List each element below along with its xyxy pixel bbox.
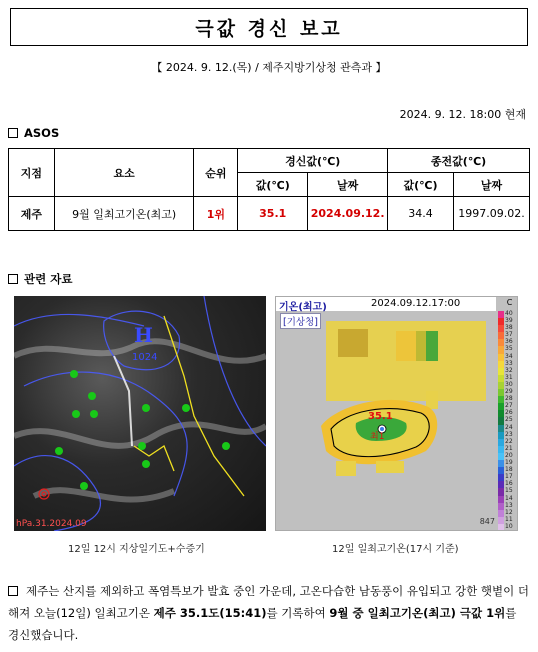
temp-scale-label: 21 — [505, 444, 513, 452]
temp-map-corner-label: 847 — [479, 517, 495, 526]
cell-station: 제주 — [9, 197, 55, 231]
temp-scale-swatch — [498, 311, 504, 318]
temp-scale-label: 34 — [505, 352, 513, 360]
temp-scale-swatch — [498, 503, 504, 510]
temp-scale-swatch — [498, 410, 504, 417]
header-new-val: 값(℃) — [238, 173, 308, 197]
report-timestamp: 2024. 9. 12. 18:00 현재 — [399, 108, 526, 121]
table-header-row — [9, 149, 530, 173]
temp-scale-swatch — [498, 446, 504, 453]
high-pressure-value: 1024 — [132, 352, 158, 363]
header-element: 요소 — [54, 149, 194, 197]
temp-scale-label: 31 — [505, 373, 513, 381]
header-prev-value: 종전값(℃) — [388, 149, 530, 173]
header-new-value: 경신값(℃) — [238, 149, 388, 173]
para-bold-2: 9월 중 일최고기온(최고) 극값 1위 — [329, 606, 506, 620]
satellite-map-graphic — [14, 296, 266, 531]
temp-scale-swatch — [498, 382, 504, 389]
record-table — [8, 148, 530, 231]
temp-scale-swatch — [498, 439, 504, 446]
para-text-3: 를 경신했습니다. — [8, 606, 517, 642]
section-related — [8, 271, 72, 287]
temp-scale-label: 26 — [505, 409, 513, 417]
temp-map-graphic — [276, 311, 498, 531]
temp-scale-label: 18 — [505, 466, 513, 474]
caption-left: 12일 12시 지상일기도+수증기 — [68, 544, 205, 555]
temp-color-scale — [498, 311, 518, 531]
square-bullet-icon — [8, 274, 18, 284]
temp-scale-swatch — [498, 460, 504, 467]
temp-scale-label: 39 — [505, 317, 513, 325]
temp-scale-swatch — [498, 346, 504, 353]
para-bold-1: 제주 35.1도(15:41) — [153, 606, 267, 620]
para-text-2: 를 기록하여 — [266, 606, 330, 620]
temp-scale-swatch — [498, 496, 504, 503]
temp-scale-swatch — [498, 389, 504, 396]
header-station: 지점 — [9, 149, 55, 197]
header-rank: 순위 — [194, 149, 238, 197]
temp-scale-swatch — [498, 474, 504, 481]
temp-scale-label: 24 — [505, 423, 513, 431]
temp-scale-swatch — [498, 354, 504, 361]
temp-scale-swatch — [498, 403, 504, 410]
temp-scale-swatch — [498, 432, 504, 439]
temp-scale-label: 38 — [505, 324, 513, 332]
temp-scale-swatch — [498, 510, 504, 517]
cell-prev-date: 1997.09.02. — [453, 197, 529, 231]
caption-right: 12일 일최고기온(17시 기준) — [332, 544, 459, 555]
section-asos-label: ASOS — [24, 126, 60, 140]
temp-scale-swatch — [498, 517, 504, 524]
temp-scale-label: 25 — [505, 416, 513, 424]
temp-scale-label: 11 — [505, 515, 513, 523]
report-subtitle: 【 2024. 9. 12.(목) / 제주지방기상청 관측과 】 — [151, 61, 387, 74]
temp-scale-label: 35 — [505, 345, 513, 353]
temp-scale-label: 17 — [505, 473, 513, 481]
temp-scale-label: 14 — [505, 494, 513, 502]
max-temp-map — [275, 296, 518, 531]
section-asos — [8, 126, 59, 140]
temp-scale-swatch — [498, 361, 504, 368]
temp-scale-label: 29 — [505, 388, 513, 396]
temp-scale-label: 15 — [505, 487, 513, 495]
temp-map-datetime: 2024.09.12.17:00 — [371, 298, 461, 309]
temp-scale-unit: C — [506, 298, 513, 307]
title-box — [10, 8, 528, 46]
temp-map-agency: [기상청] — [280, 313, 321, 329]
temp-point-label: 최1 — [370, 432, 385, 442]
temp-scale-swatch — [498, 488, 504, 495]
square-bullet-icon — [8, 586, 18, 596]
temp-scale-swatch — [498, 425, 504, 432]
temp-scale-label: 10 — [505, 522, 513, 530]
cell-prev-value: 34.4 — [388, 197, 454, 231]
temp-scale-step — [498, 524, 518, 531]
para-text-1: 제주는 산지를 제외하고 폭염특보가 발효 중인 가운데, 고온다습한 남동풍이 유입되고 강한 햇볕이 더해져 오늘(12일) 일최고기온 — [8, 584, 529, 620]
header-prev-val: 값(℃) — [388, 173, 454, 197]
temp-scale-label: 12 — [505, 508, 513, 516]
cell-new-date: 2024.09.12. — [308, 197, 388, 231]
section-related-label: 관련 자료 — [24, 272, 73, 286]
cell-new-value: 35.1 — [238, 197, 308, 231]
temp-scale-swatch — [498, 332, 504, 339]
table-row — [9, 197, 530, 231]
temp-scale-label: 23 — [505, 430, 513, 438]
high-pressure-label: H — [134, 323, 153, 347]
temp-scale-label: 37 — [505, 331, 513, 339]
temp-scale-swatch — [498, 325, 504, 332]
header-new-date: 날짜 — [308, 173, 388, 197]
temp-scale-swatch — [498, 481, 504, 488]
temp-scale-swatch — [498, 375, 504, 382]
temp-scale-label: 13 — [505, 501, 513, 509]
temp-scale-swatch — [498, 318, 504, 325]
temp-scale-swatch — [498, 339, 504, 346]
temp-scale-swatch — [498, 368, 504, 375]
temp-scale-label: 36 — [505, 338, 513, 346]
temp-scale-swatch — [498, 417, 504, 424]
sat-map-stamp: hPa.31.2024.09 — [16, 519, 87, 529]
summary-paragraph — [8, 580, 530, 646]
cell-element: 9월 일최고기온(최고) — [54, 197, 194, 231]
satellite-surface-map — [14, 296, 266, 531]
temp-scale-swatch — [498, 453, 504, 460]
temp-map-title: 기온(최고) — [279, 302, 327, 313]
temp-scale-swatch — [498, 524, 504, 531]
temp-scale-label: 22 — [505, 437, 513, 445]
temp-scale-label: 33 — [505, 359, 513, 367]
header-prev-date: 날짜 — [453, 173, 529, 197]
page-title: 극값 경신 보고 — [195, 17, 343, 40]
temp-scale-label: 16 — [505, 480, 513, 488]
temp-scale-label: 19 — [505, 459, 513, 467]
temp-scale-label: 27 — [505, 402, 513, 410]
cell-rank: 1위 — [194, 197, 238, 231]
temp-point-value: 35.1 — [368, 411, 393, 422]
temp-scale-label: 40 — [505, 310, 513, 317]
temp-scale-label: 30 — [505, 380, 513, 388]
temp-scale-swatch — [498, 396, 504, 403]
square-bullet-icon — [8, 128, 18, 138]
temp-scale-swatch — [498, 467, 504, 474]
temp-scale-label: 20 — [505, 451, 513, 459]
temp-scale-label: 28 — [505, 395, 513, 403]
temp-scale-label: 32 — [505, 366, 513, 374]
